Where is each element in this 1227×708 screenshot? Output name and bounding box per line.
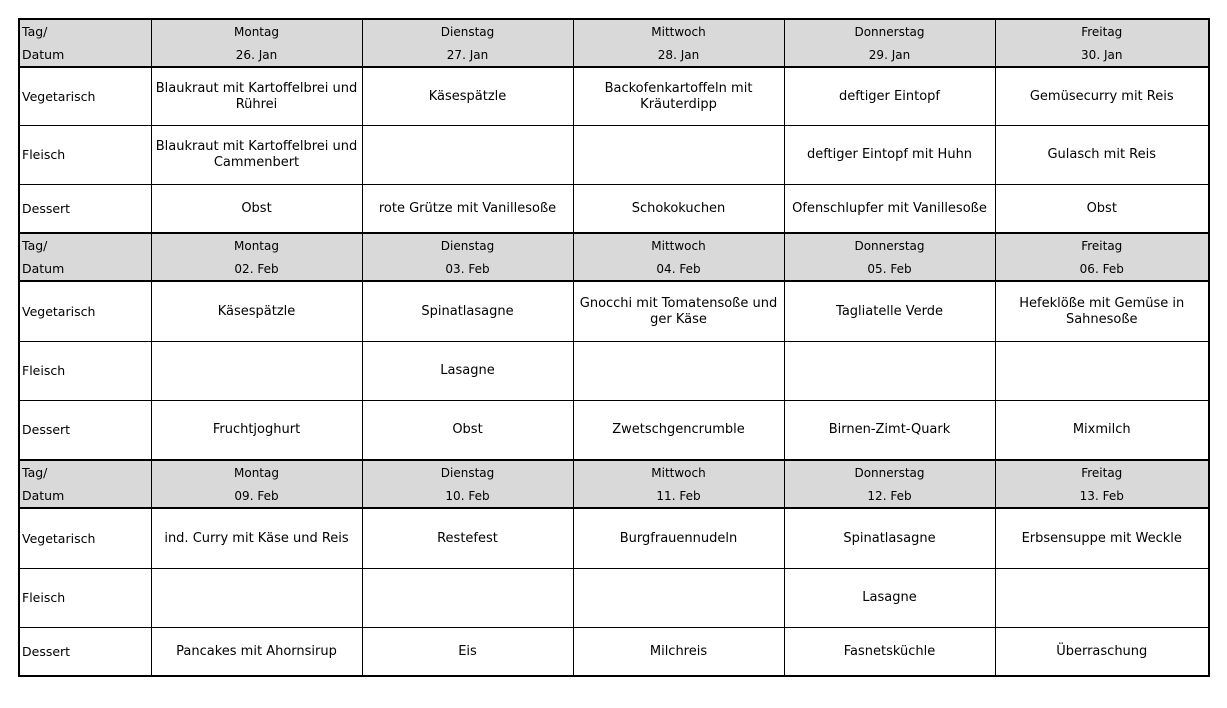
week-3-date-2: 10. Feb: [362, 484, 573, 508]
dessert-label: Dessert: [19, 628, 151, 677]
vegetarisch-label: Vegetarisch: [19, 281, 151, 342]
week-2-day-2: Dienstag: [362, 233, 573, 257]
week-1-day-3: Mittwoch: [573, 19, 784, 43]
fleisch-label: Fleisch: [19, 569, 151, 628]
meal-cell: Obst: [151, 185, 362, 234]
meal-cell: Gnocchi mit Tomatensoße und ger Käse: [573, 281, 784, 342]
week-3-date-3: 11. Feb: [573, 484, 784, 508]
meal-cell: Spinatlasagne: [362, 281, 573, 342]
meal-cell: Obst: [995, 185, 1209, 234]
meal-cell: Spinatlasagne: [784, 508, 995, 569]
meal-cell: Mixmilch: [995, 401, 1209, 461]
week-2-date-5: 06. Feb: [995, 257, 1209, 281]
meal-cell: rote Grütze mit Vanillesoße: [362, 185, 573, 234]
meal-cell: Gemüsecurry mit Reis: [995, 67, 1209, 126]
meal-cell: [995, 569, 1209, 628]
meal-cell: Überraschung: [995, 628, 1209, 677]
week-3-day-4: Donnerstag: [784, 460, 995, 484]
meal-cell: [573, 342, 784, 401]
week-2-day-5: Freitag: [995, 233, 1209, 257]
meal-cell: Pancakes mit Ahornsirup: [151, 628, 362, 677]
dessert-label: Dessert: [19, 185, 151, 234]
meal-cell: Fasnetsküchle: [784, 628, 995, 677]
meal-cell: Milchreis: [573, 628, 784, 677]
week-3-day-1: Montag: [151, 460, 362, 484]
vegetarisch-label: Vegetarisch: [19, 67, 151, 126]
meal-cell: Backofenkartoffeln mit Kräuterdipp: [573, 67, 784, 126]
week-1-date-5: 30. Jan: [995, 43, 1209, 67]
week-1-day-1: Montag: [151, 19, 362, 43]
meal-cell: deftiger Eintopf mit Huhn: [784, 126, 995, 185]
meal-cell: [995, 342, 1209, 401]
meal-cell: Lasagne: [784, 569, 995, 628]
week-1-day-5: Freitag: [995, 19, 1209, 43]
meal-cell: Gulasch mit Reis: [995, 126, 1209, 185]
meal-cell: Birnen-Zimt-Quark: [784, 401, 995, 461]
tag-label: Tag/: [19, 233, 151, 257]
week-1-date-2: 27. Jan: [362, 43, 573, 67]
week-3-day-5: Freitag: [995, 460, 1209, 484]
fleisch-label: Fleisch: [19, 126, 151, 185]
week-1-day-2: Dienstag: [362, 19, 573, 43]
tag-label: Tag/: [19, 19, 151, 43]
meal-cell: ind. Curry mit Käse und Reis: [151, 508, 362, 569]
fleisch-label: Fleisch: [19, 342, 151, 401]
week-3-dessert-row: [19, 628, 1209, 677]
week-2-date-row: [19, 257, 1209, 281]
week-2-day-row: [19, 233, 1209, 257]
meal-plan-table: [18, 18, 1210, 677]
meal-cell: Obst: [362, 401, 573, 461]
week-3-date-row: [19, 484, 1209, 508]
week-2-dessert-row: [19, 401, 1209, 461]
week-1-vegetarisch-row: [19, 67, 1209, 126]
meal-cell: Ofenschlupfer mit Vanillesoße: [784, 185, 995, 234]
meal-cell: Burgfrauennudeln: [573, 508, 784, 569]
meal-cell: Erbsensuppe mit Weckle: [995, 508, 1209, 569]
meal-cell: Restefest: [362, 508, 573, 569]
datum-label: Datum: [19, 484, 151, 508]
tag-label: Tag/: [19, 460, 151, 484]
meal-cell: [151, 342, 362, 401]
week-1-date-row: [19, 43, 1209, 67]
week-3-date-5: 13. Feb: [995, 484, 1209, 508]
week-1-date-4: 29. Jan: [784, 43, 995, 67]
meal-cell: Tagliatelle Verde: [784, 281, 995, 342]
week-3-day-2: Dienstag: [362, 460, 573, 484]
week-3-day-3: Mittwoch: [573, 460, 784, 484]
dessert-label: Dessert: [19, 401, 151, 461]
week-2-date-1: 02. Feb: [151, 257, 362, 281]
week-3-date-4: 12. Feb: [784, 484, 995, 508]
week-1-day-4: Donnerstag: [784, 19, 995, 43]
meal-cell: Hefeklöße mit Gemüse in Sahnesoße: [995, 281, 1209, 342]
datum-label: Datum: [19, 43, 151, 67]
week-2-date-2: 03. Feb: [362, 257, 573, 281]
week-2-date-4: 05. Feb: [784, 257, 995, 281]
vegetarisch-label: Vegetarisch: [19, 508, 151, 569]
week-1-day-row: [19, 19, 1209, 43]
meal-cell: Käsespätzle: [362, 67, 573, 126]
meal-plan-body: [19, 19, 1209, 676]
week-2-day-3: Mittwoch: [573, 233, 784, 257]
week-1-dessert-row: [19, 185, 1209, 234]
week-2-day-1: Montag: [151, 233, 362, 257]
week-1-date-3: 28. Jan: [573, 43, 784, 67]
meal-cell: deftiger Eintopf: [784, 67, 995, 126]
meal-cell: Blaukraut mit Kartoffelbrei und Cammenbert: [151, 126, 362, 185]
datum-label: Datum: [19, 257, 151, 281]
meal-cell: [362, 126, 573, 185]
week-2-day-4: Donnerstag: [784, 233, 995, 257]
week-1-fleisch-row: [19, 126, 1209, 185]
meal-cell: Lasagne: [362, 342, 573, 401]
week-2-date-3: 04. Feb: [573, 257, 784, 281]
week-3-date-1: 09. Feb: [151, 484, 362, 508]
meal-cell: [573, 126, 784, 185]
meal-cell: [573, 569, 784, 628]
meal-cell: Käsespätzle: [151, 281, 362, 342]
meal-cell: Blaukraut mit Kartoffelbrei und Rührei: [151, 67, 362, 126]
week-3-vegetarisch-row: [19, 508, 1209, 569]
week-2-vegetarisch-row: [19, 281, 1209, 342]
meal-cell: [784, 342, 995, 401]
meal-cell: [151, 569, 362, 628]
meal-cell: Eis: [362, 628, 573, 677]
meal-cell: [362, 569, 573, 628]
week-3-day-row: [19, 460, 1209, 484]
meal-cell: Zwetschgencrumble: [573, 401, 784, 461]
week-3-fleisch-row: [19, 569, 1209, 628]
week-2-fleisch-row: [19, 342, 1209, 401]
meal-cell: Schokokuchen: [573, 185, 784, 234]
week-1-date-1: 26. Jan: [151, 43, 362, 67]
meal-cell: Fruchtjoghurt: [151, 401, 362, 461]
